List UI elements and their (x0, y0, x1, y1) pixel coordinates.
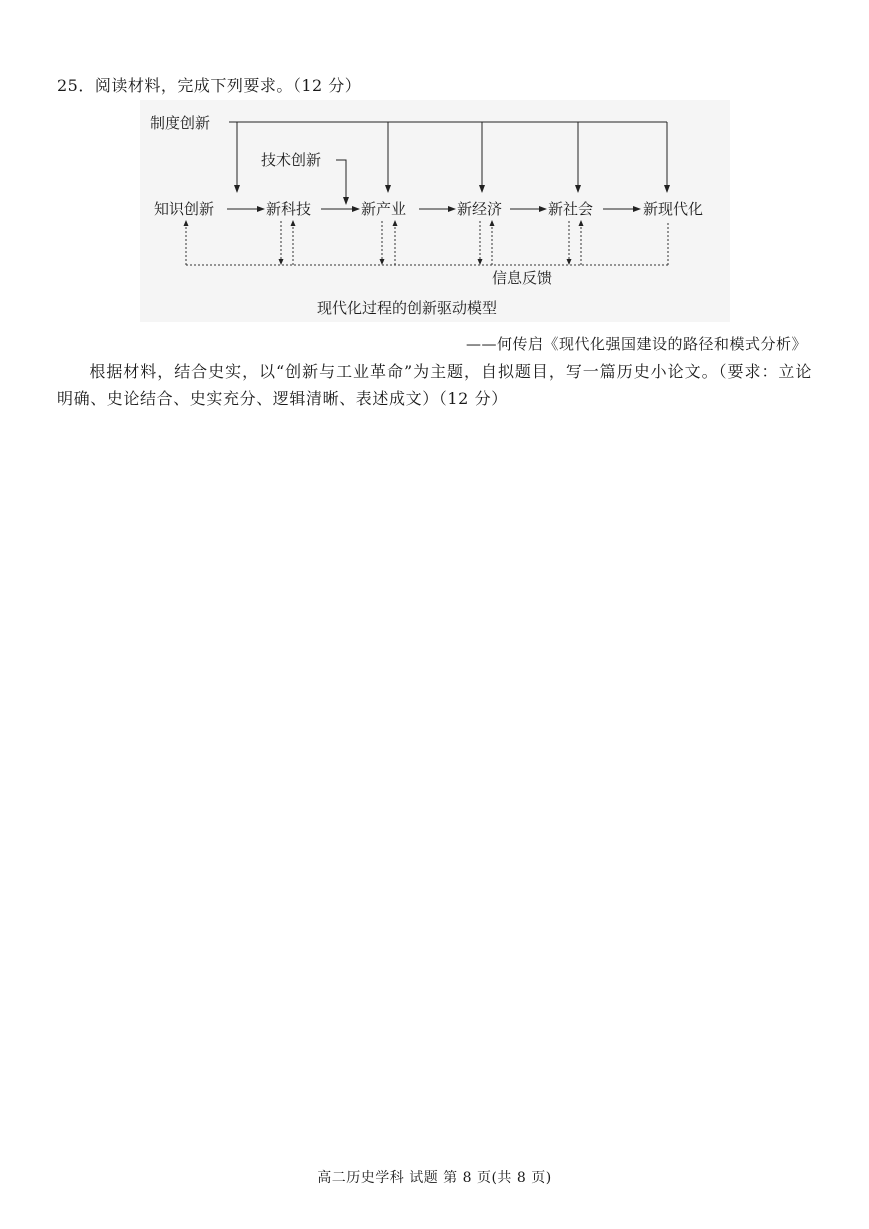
question-title: 25．阅读材料，完成下列要求。（12 分） (57, 76, 362, 95)
instruction-paragraph (57, 358, 812, 412)
material-source: ——何传启《现代化强国建设的路径和模式分析》 (465, 335, 807, 353)
diagram-caption: 现代化过程的创新驱动模型 (317, 299, 498, 317)
page-footer: 高二历史学科 试题 第 8 页(共 8 页) (317, 1170, 552, 1186)
figure-background (140, 100, 730, 322)
node-new-economy: 新经济 (457, 200, 503, 218)
innovation-model-diagram (140, 100, 730, 322)
node-new-modernization: 新现代化 (643, 200, 704, 218)
node-technical-innovation: 技术创新 (261, 151, 322, 169)
feedback-label: 信息反馈 (492, 269, 553, 287)
node-knowledge-innovation: 知识创新 (154, 200, 215, 218)
diagram-canvas (140, 100, 730, 322)
node-new-society: 新社会 (548, 200, 594, 218)
node-institutional-innovation: 制度创新 (150, 114, 211, 132)
node-new-tech: 新科技 (266, 200, 312, 218)
node-new-industry: 新产业 (361, 200, 407, 218)
instruction-text: 根据材料，结合史实，以“创新与工业革命”为主题，自拟题目，写一篇历史小论文。（要求：立论明确、史论结合、史实充分、逻辑清晰、表述成文）（12 分） (57, 362, 812, 408)
